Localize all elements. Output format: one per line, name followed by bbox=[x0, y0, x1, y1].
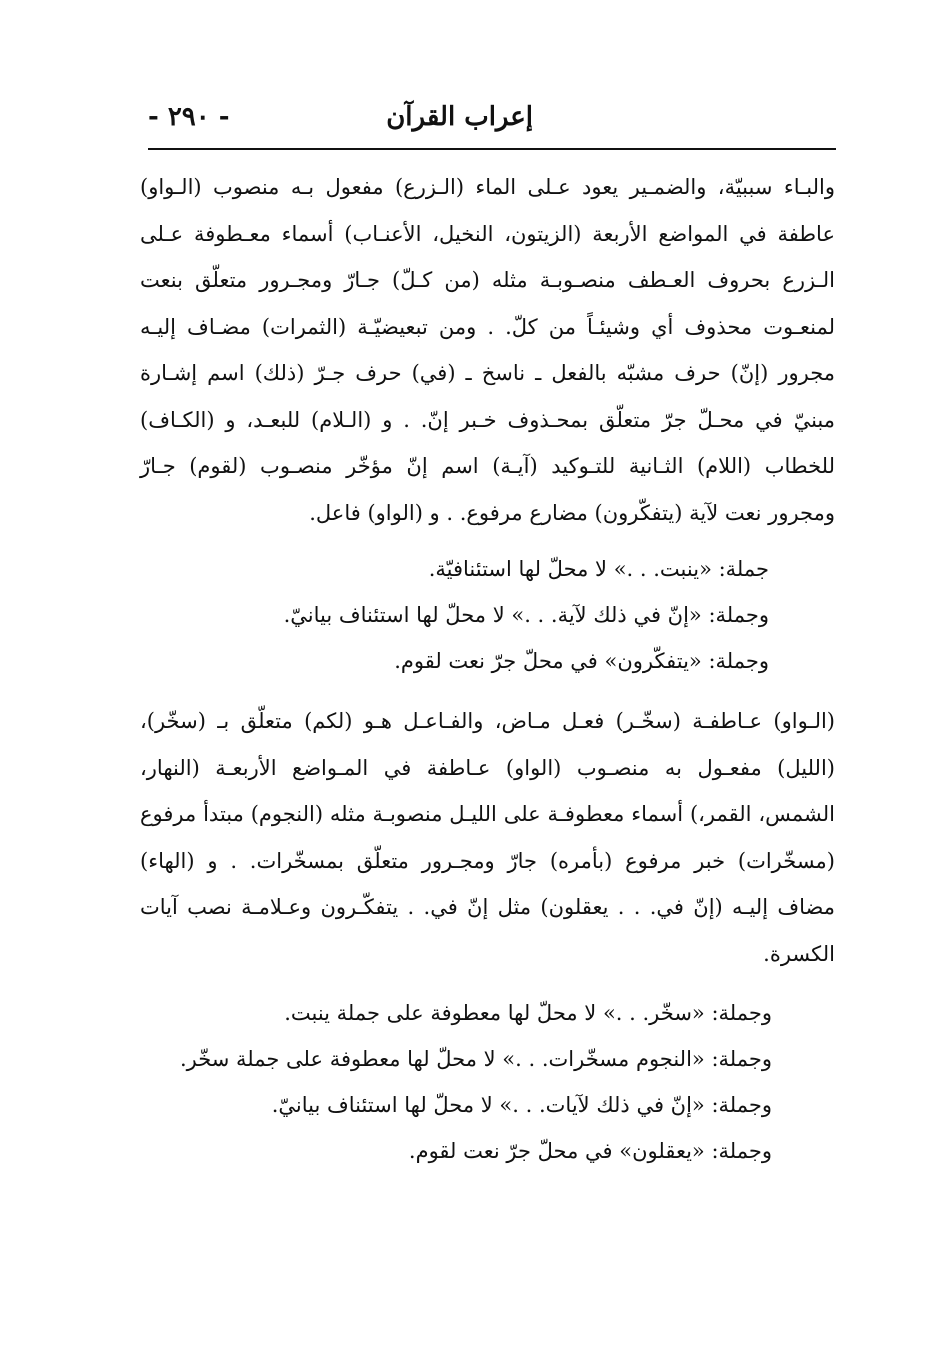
page-number: - ٢٩٠ - bbox=[148, 102, 230, 132]
list-item: وجملة: «يعقلون» في محلّ جرّ نعت لقوم. bbox=[408, 1139, 772, 1163]
sentence-list-2 bbox=[180, 990, 772, 1174]
list-item: وجملة: «سخّر. . .» لا محلّ لها معطوفة على جملة ينبت. bbox=[284, 1001, 772, 1025]
paragraph-1: والبـاء سببيّة، والضمـير يعود عـلى الماء (الـزرع) مفعول بـه منصوب (الـواو) عاطفة في المواضع الأربعة (الزيتون، النخيل، الأعنـاب) أسماء معـطوفة عـلى الـزرع بحروف العـطف منصـوبـة مثله (من كـلّ) جـارّ ومجـرور متعلّق بنعت لمنعـوت محذوف أي وشيئـاً من كلّ. . ومن تبعيضيّـة (الثمرات) مضـاف إليـه مجرور (إنّ) حرف مشبّه بالفعل ـ ناسخ ـ (في) حرف جـرّ (ذلك) اسم إشـارة مبنيّ في محـلّ جرّ متعلّق بمحـذوف خـبر إنّ. . و (الـلام) للبعـد، و (الكـاف) للخطاب (اللام) الثـانية للتـوكيد (آيـة) اسم إنّ مؤخّر منصـوب (لقوم) جـارّ ومجرور نعت لآية (يتفكّرون) مضارع مرفوع. . و (الواو) فاعل. bbox=[140, 175, 835, 525]
list-item: جملة: «ينبت. . .» لا محلّ لها استئنافيّة. bbox=[428, 557, 769, 581]
list-item: وجملة: «إنّ في ذلك لآية. . .» لا محلّ لها استئناف بيانيّ. bbox=[283, 603, 769, 627]
page-header bbox=[148, 98, 833, 144]
list-item: وجملة: «النجوم مسخّرات. . .» لا محلّ لها معطوفة على جملة سخّر. bbox=[179, 1047, 772, 1071]
sentence-list-1 bbox=[284, 546, 769, 684]
header-rule bbox=[148, 148, 836, 150]
list-item: وجملة: «يتفكّرون» في محلّ جرّ نعت لقوم. bbox=[394, 649, 769, 673]
running-title: إعراب القرآن bbox=[386, 102, 533, 132]
list-item: وجملة: «إنّ في ذلك لآيات. . .» لا محلّ لها استئناف بيانيّ. bbox=[271, 1093, 772, 1117]
paragraph-2: (الـواو) عـاطفـة (سخّـر) فعـل مـاض، والفـاعـل هـو (لكم) متعلّق بـ (سخّر)، (الليل) مفعـول به منصـوب (الواو) عـاطفة في المـواضع الأربعـة (النهار، الشمس، القمر،) أسماء معطوفـة على الليـل منصوبـة مثله (النجوم) مبتدأ مرفوع (مسخّرات) خبر مرفوع (بأمره) جارّ ومجـرور متعلّق بمسخّرات. . و (الهاء) مضاف إليـه (إنّ في. . . يعقلون) مثل إنّ في. . يتفكّـرون وعـلامـة نصب آيات الكسرة. bbox=[140, 709, 835, 966]
